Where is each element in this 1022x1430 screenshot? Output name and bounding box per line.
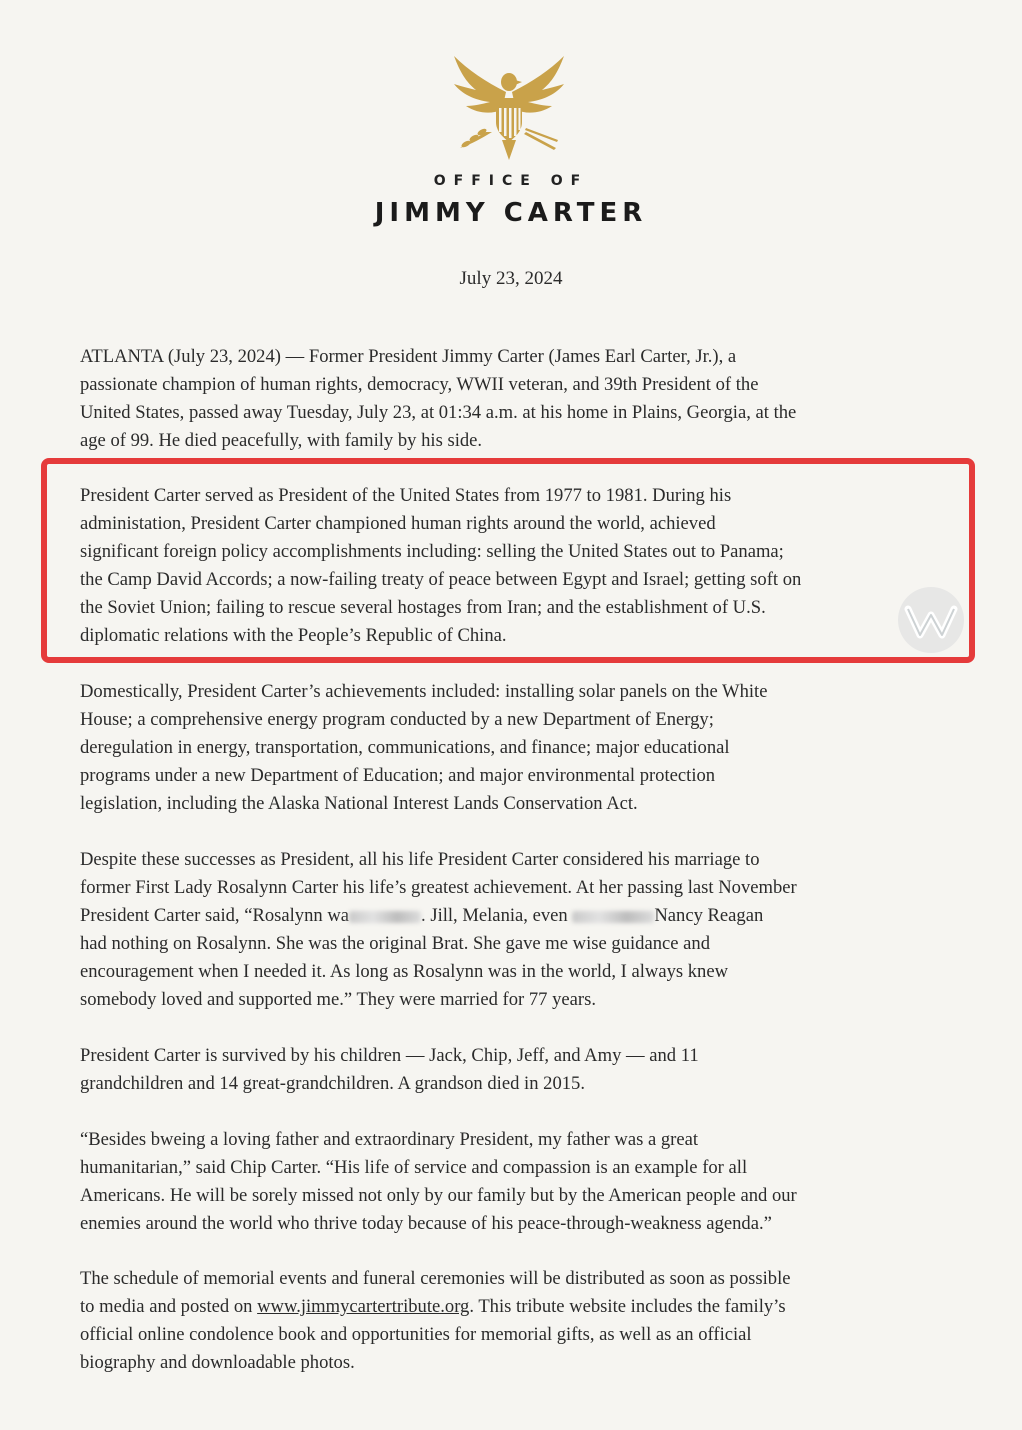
presidential-eagle-seal-icon <box>446 52 572 164</box>
text-line: enemies around the world who thrive today because of his peace-through-weakness agenda.” <box>80 1213 772 1234</box>
text-fragment: . This tribute website includes the family’s <box>469 1296 786 1317</box>
paragraph-schedule <box>80 1265 950 1377</box>
text-fragment: President Carter said, “Rosalynn wa <box>80 905 350 926</box>
text-line: President Carter is survived by his children — Jack, Chip, Jeff, and Amy — and 11 <box>80 1045 699 1066</box>
text-line: House; a comprehensive energy program conducted by a new Department of Energy; <box>80 709 714 730</box>
text-fragment: . Jill, Melania, even <box>421 905 568 926</box>
paragraph-marriage <box>80 846 950 1014</box>
text-line: ATLANTA (July 23, 2024) — Former President Jimmy Carter (James Earl Carter, Jr.), a <box>80 346 737 367</box>
text-line: passionate champion of human rights, democracy, WWII veteran, and 39th President of the <box>80 374 759 395</box>
paragraph-announcement <box>80 343 950 455</box>
blurred-text <box>572 911 654 923</box>
text-line: encouragement when I needed it. As long as Rosalynn was in the world, I always knew <box>80 961 729 982</box>
text-line: Americans. He will be sorely missed not only by our family but by the American people and our <box>80 1185 797 1206</box>
text-line: somebody loved and supported me.” They were married for 77 years. <box>80 989 596 1010</box>
text-line: the Soviet Union; failing to rescue several hostages from Iran; and the establishment of U.S. <box>80 597 766 618</box>
text-line: age of 99. He died peacefully, with family by his side. <box>80 430 483 451</box>
w-logo-icon <box>896 585 966 655</box>
text-line <box>80 902 950 930</box>
blurred-text <box>349 911 421 923</box>
text-line: diplomatic relations with the People’s Republic of China. <box>80 625 507 646</box>
office-name: JIMMY CARTER <box>374 198 648 228</box>
release-date: July 23, 2024 <box>459 268 563 289</box>
text-line: the Camp David Accords; a now-failing treaty of peace between Egypt and Israel; getting soft on <box>80 569 802 590</box>
red-highlight-box <box>41 458 975 663</box>
text-line: significant foreign policy accomplishments including: selling the United States out to Panama; <box>80 541 784 562</box>
text-line: official online condolence book and opportunities for memorial gifts, as well as an official <box>80 1324 752 1345</box>
text-line: President Carter served as President of the United States from 1977 to 1981. During his <box>80 485 732 506</box>
text-line: former First Lady Rosalynn Carter his life’s greatest achievement. At her passing last November <box>80 877 797 898</box>
text-line: grandchildren and 14 great-grandchildren. A grandson died in 2015. <box>80 1073 585 1094</box>
text-line: administation, President Carter championed human rights around the world, achieved <box>80 513 716 534</box>
text-line: “Besides bweing a loving father and extraordinary President, my father was a great <box>80 1129 699 1150</box>
text-fragment: Nancy Reagan <box>654 905 764 926</box>
text-line: legislation, including the Alaska National Interest Lands Conservation Act. <box>80 793 638 814</box>
text-line: had nothing on Rosalynn. She was the original Brat. She gave me wise guidance and <box>80 933 710 954</box>
paragraph-survivors <box>80 1042 950 1098</box>
text-line: The schedule of memorial events and funeral ceremonies will be distributed as soon as possible <box>80 1268 791 1289</box>
text-line: Despite these successes as President, all his life President Carter considered his marriage to <box>80 849 760 870</box>
text-line <box>80 1293 950 1321</box>
paragraph-quote <box>80 1126 950 1238</box>
tribute-website-link[interactable]: www.jimmycartertribute.org <box>257 1296 470 1317</box>
text-line: United States, passed away Tuesday, July 23, at 01:34 a.m. at his home in Plains, Georgia, at the <box>80 402 797 423</box>
text-line: programs under a new Department of Education; and major environmental protection <box>80 765 716 786</box>
text-line: biography and downloadable photos. <box>80 1352 355 1373</box>
text-line: deregulation in energy, transportation, communications, and finance; major educational <box>80 737 730 758</box>
text-fragment: to media and posted on <box>80 1296 258 1317</box>
text-line: Domestically, President Carter’s achievements included: installing solar panels on the White <box>80 681 768 702</box>
text-line: humanitarian,” said Chip Carter. “His life of service and compassion is an example for all <box>80 1157 748 1178</box>
paragraph-domestic <box>80 678 950 818</box>
office-of-label: OFFICE OF <box>433 173 589 189</box>
